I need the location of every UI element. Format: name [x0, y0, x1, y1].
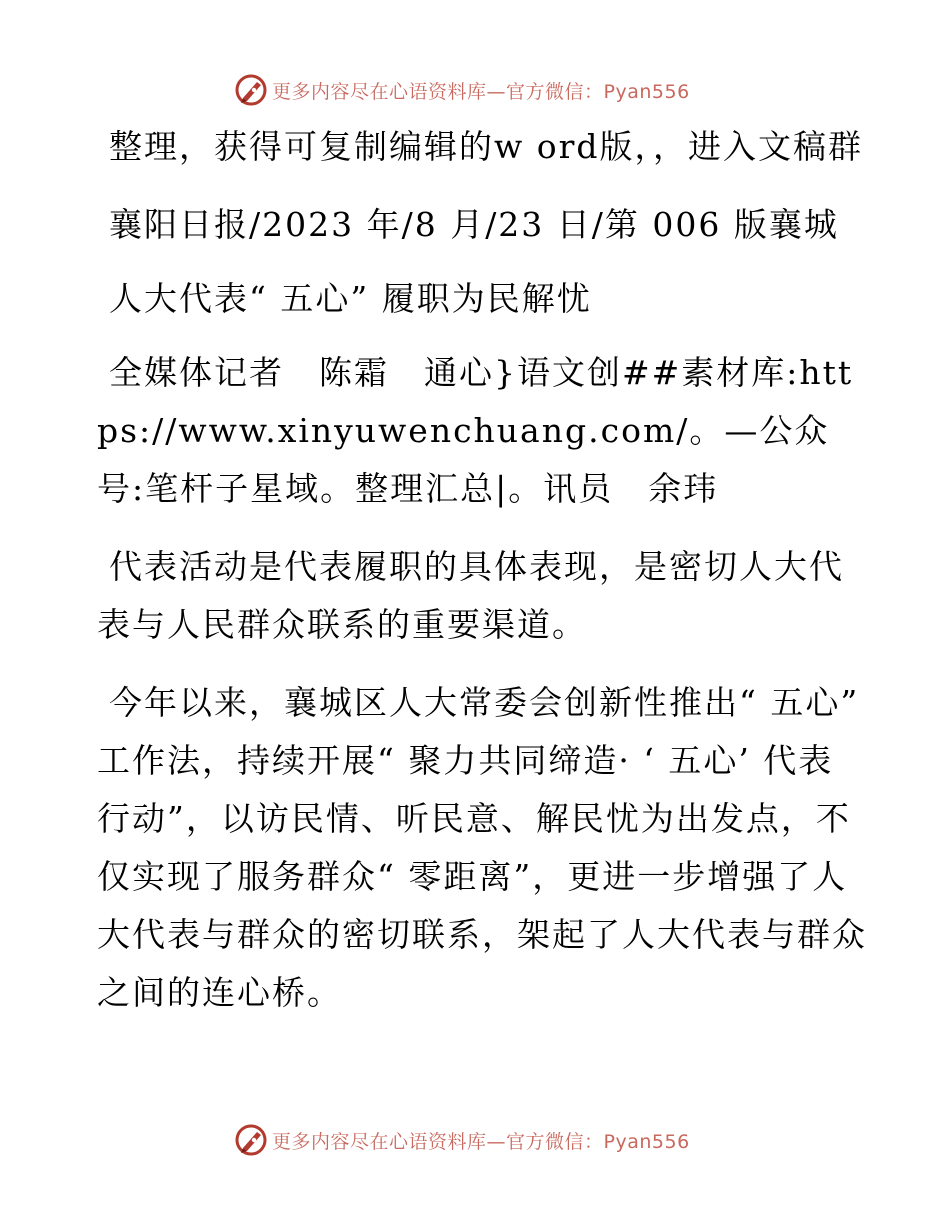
- paragraph-body: 今年以来，襄城区人大常委会创新性推出“ 五心” 工作法，持续开展“ 聚力共同缔造· ‘ 五心’ 代表行动”，以访民情、听民意、解民忧为出发点，不仅实现了服务群众“ 零距离”，更进一步增强了人大代表与群众的密切联系，架起了人大代表与群众之间的连心桥。: [97, 683, 867, 1012]
- watermark-banner-top: [234, 72, 714, 108]
- document-body: [97, 118, 867, 1040]
- article-title: 人大代表“ 五心” 履职为民解忧: [109, 279, 592, 318]
- paragraph-note: 整理，获得可复制编辑的w ord版，，进入文稿群: [109, 127, 864, 166]
- paragraph-byline: 全媒体记者 陈霜 通心}语文创##素材库:https://www.xinyuwenchuang.com/。—公众号:笔杆子星域。整理汇总|。讯员 余玮: [97, 353, 854, 508]
- red-pen-circle-logo-icon: [234, 73, 268, 107]
- watermark-banner-bottom: [234, 1122, 714, 1158]
- watermark-text: 更多内容尽在心语资料库—官方微信：Pyan556: [272, 1130, 690, 1153]
- paragraph-intro: 代表活动是代表履职的具体表现，是密切人大代表与人民群众联系的重要渠道。: [97, 547, 844, 644]
- paragraph-source: 襄阳日报/2023 年/8 月/23 日/第 006 版襄城: [109, 205, 839, 244]
- red-pen-circle-logo-icon: [234, 1123, 268, 1157]
- watermark-text: 更多内容尽在心语资料库—官方微信：Pyan556: [272, 80, 690, 103]
